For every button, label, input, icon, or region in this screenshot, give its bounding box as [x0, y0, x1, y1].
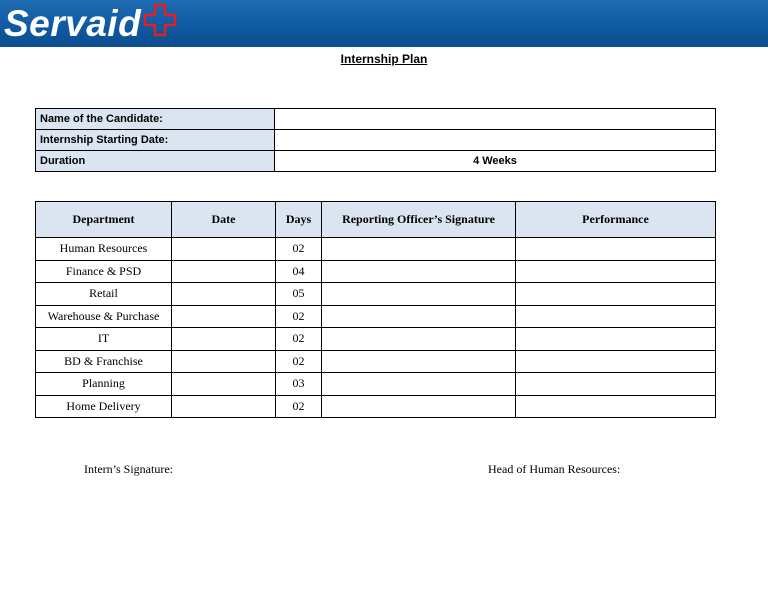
date-cell[interactable] — [172, 328, 276, 351]
date-cell[interactable] — [172, 373, 276, 396]
candidate-name-label: Name of the Candidate: — [36, 109, 275, 130]
performance-cell[interactable] — [516, 373, 716, 396]
duration-value: 4 Weeks — [275, 151, 716, 172]
days-cell: 05 — [276, 283, 322, 306]
performance-cell[interactable] — [516, 328, 716, 351]
table-row — [36, 395, 716, 418]
table-row — [36, 283, 716, 306]
header-performance: Performance — [516, 202, 716, 238]
date-cell[interactable] — [172, 238, 276, 261]
table-row — [36, 305, 716, 328]
performance-cell[interactable] — [516, 395, 716, 418]
performance-cell[interactable] — [516, 350, 716, 373]
performance-cell[interactable] — [516, 260, 716, 283]
days-cell: 02 — [276, 238, 322, 261]
header-days: Days — [276, 202, 322, 238]
candidate-name-field[interactable] — [275, 109, 716, 130]
header-department: Department — [36, 202, 172, 238]
brand-logo — [4, 4, 177, 44]
header-banner — [0, 0, 768, 47]
header-date: Date — [172, 202, 276, 238]
signature-cell[interactable] — [322, 373, 516, 396]
department-cell: Finance & PSD — [36, 260, 172, 283]
date-cell[interactable] — [172, 350, 276, 373]
head-hr-signature-label: Head of Human Resources: — [488, 462, 621, 476]
table-row — [36, 151, 716, 172]
signature-cell[interactable] — [322, 395, 516, 418]
table-row — [36, 109, 716, 130]
date-cell[interactable] — [172, 283, 276, 306]
table-header-row — [36, 202, 716, 238]
days-cell: 02 — [276, 395, 322, 418]
signature-cell[interactable] — [322, 328, 516, 351]
table-row — [36, 350, 716, 373]
date-cell[interactable] — [172, 260, 276, 283]
department-cell: BD & Franchise — [36, 350, 172, 373]
performance-cell[interactable] — [516, 305, 716, 328]
date-cell[interactable] — [172, 395, 276, 418]
department-cell: Retail — [36, 283, 172, 306]
start-date-field[interactable] — [275, 130, 716, 151]
days-cell: 04 — [276, 260, 322, 283]
department-cell: Warehouse & Purchase — [36, 305, 172, 328]
performance-cell[interactable] — [516, 238, 716, 261]
department-cell: Planning — [36, 373, 172, 396]
internship-schedule-table — [35, 201, 716, 418]
cross-logo-icon — [143, 3, 177, 37]
department-cell: Home Delivery — [36, 395, 172, 418]
table-row — [36, 373, 716, 396]
table-row — [36, 238, 716, 261]
department-cell: Human Resources — [36, 238, 172, 261]
signature-cell[interactable] — [322, 260, 516, 283]
document-title: Internship Plan — [340, 52, 428, 66]
days-cell: 02 — [276, 350, 322, 373]
signature-cell[interactable] — [322, 283, 516, 306]
start-date-label: Internship Starting Date: — [36, 130, 275, 151]
days-cell: 03 — [276, 373, 322, 396]
brand-name: Servaid — [4, 3, 142, 44]
date-cell[interactable] — [172, 305, 276, 328]
signature-cell[interactable] — [322, 350, 516, 373]
department-cell: IT — [36, 328, 172, 351]
signature-cell[interactable] — [322, 305, 516, 328]
table-row — [36, 260, 716, 283]
signature-cell[interactable] — [322, 238, 516, 261]
table-row — [36, 130, 716, 151]
days-cell: 02 — [276, 328, 322, 351]
table-row — [36, 328, 716, 351]
performance-cell[interactable] — [516, 283, 716, 306]
candidate-info-table — [35, 108, 716, 172]
header-reporting-officer-signature: Reporting Officer’s Signature — [322, 202, 516, 238]
duration-label: Duration — [36, 151, 275, 172]
days-cell: 02 — [276, 305, 322, 328]
intern-signature-label: Intern’s Signature: — [84, 462, 173, 476]
